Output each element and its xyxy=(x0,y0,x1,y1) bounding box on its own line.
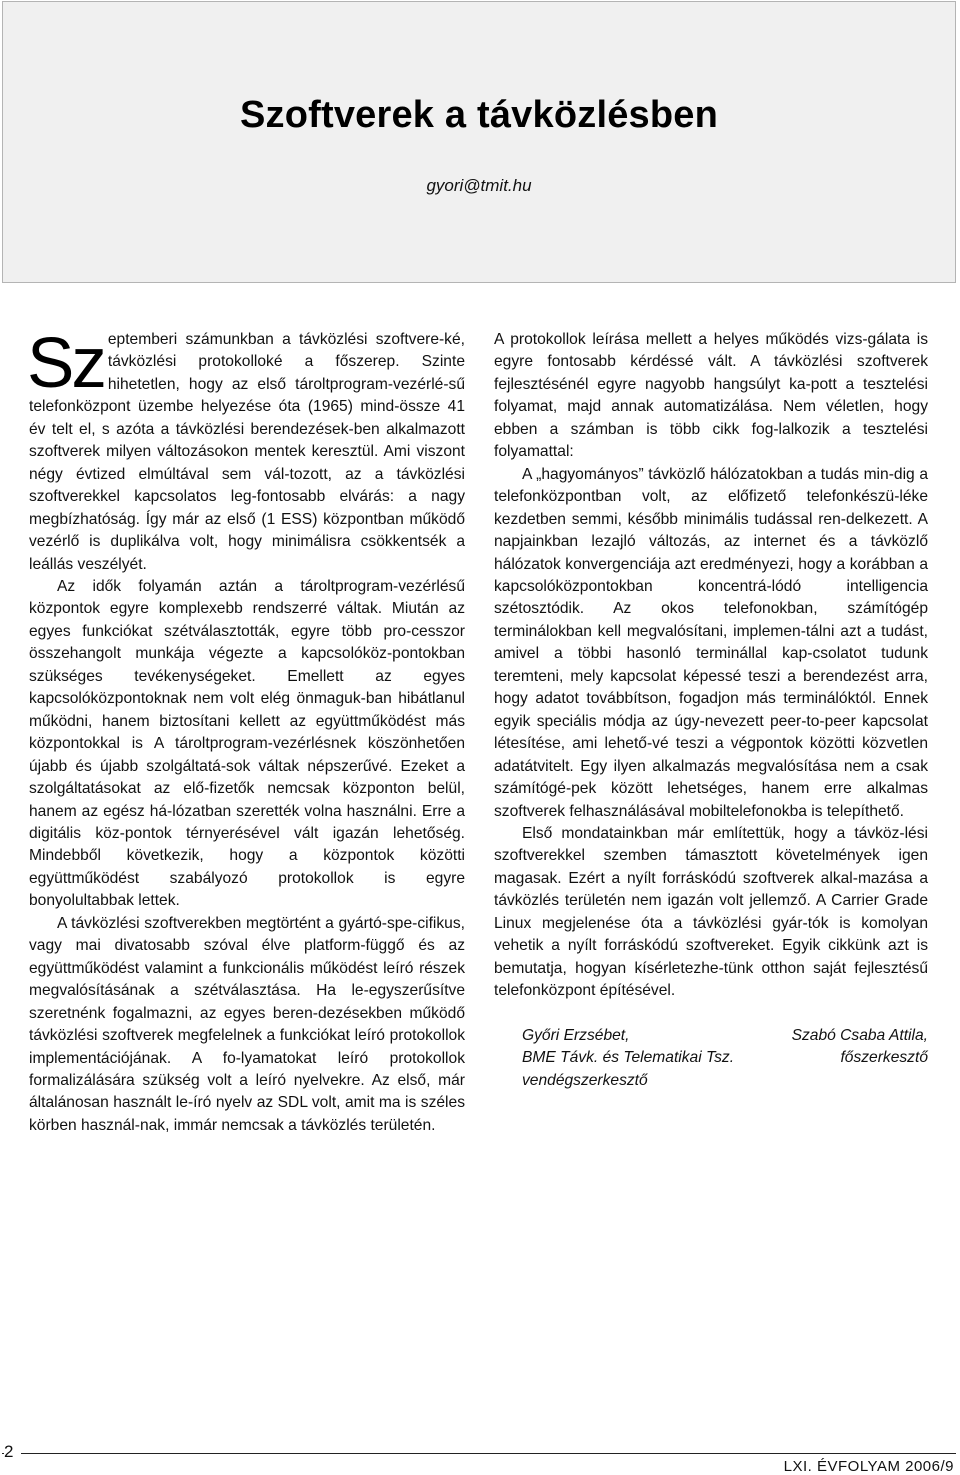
paragraph-1-text: eptemberi számunkban a távközlési szoftvere-ké, távközlési protokolloké a főszerep. Szinte hihetetlen, hogy az első tároltprogram-vezérlé-sű telefonközpont üzembe helyezése óta (1965) mind-össze 41 év telt el, s azóta a távközlési berendezések-ben alkalmazott szoftverek milyen változásokon mentek keresztül. Ami viszont négy évtized elmúltával sem vál-tozott, az a távközlési szoftverekkel kapcsolatos leg-fontosabb elvárás: a nagy megbízhatóság. Így már az első (1 ESS) központban működő vezérlő is duplikálva volt, hogy minimálisra csökkentsék a leállás veszélyét. xyxy=(29,331,465,573)
paragraph-5: A „hagyományos” távközlő hálózatokban a tudás min-dig a telefonközpontban volt, az előfizető telefonkészü-léke kezdetben semmi, később minimális tudással ren-delkezett. A napjainkban lezajló változás, az internet és a távközlő hálózatok konvergenciája azt eredményezi, hogy a korábban a kapcsolóközpontokban koncentrá-lódó intelligencia szétosztódik. Az okos telefonokban, számítógép terminálokban kell megvalósítani, implemen-tálni azt a tudást, amivel a többi hasonló terminállal kap-csolatot tudunk teremteni, mely kapcsolat képessé teszi a berendezést arra, hogy adatot továbbítson, fogadjon más terminálóktól. Ennek egyik speciális módja az úgy-nevezett peer-to-peer kapcsolat létesítése, ami lehető-vé teszi a végpontok közötti közvetlen adatátvitelt. Egy ilyen alkalmazás megvalósítása nem a csak számítógé-pek között lehetséges, hanem erre alkalmas szoftverek felhasználásával mobiltelefonokba is telepíthető. xyxy=(494,465,928,820)
paragraph-2: Az idők folyamán aztán a tároltprogram-vezérlésű központok egyre komplexebb rendszerré váltak. Miután az egyes funkciókat szétválasztották, egyre több pro-cesszor összehangolt munkája végezte a kapcsolóköz-pontokban szükséges tevékenységeket. Emellett az egyes kapcsolóközpontoknak nem volt elég önmaguk-ban hibátlanul működni, hanem biztosítani kellett az együttműködést más központokkal is A tároltprogram-vezérlésnek köszönhetően újabb és újabb szolgáltatá-sok váltak népszerűvé. Ezeket a szolgáltatásokat az elő-fizetők nemcsak központon belül, hanem az egész há-lózatban szerették volna használni. Erre a digitális köz-pontok térnyerésével vált igazán lehetőség. Mindebből következik, hogy a központok közötti együttműködést szabályozó protokollok is egyre bonyolultabbak lettek. xyxy=(29,577,465,910)
signature-block xyxy=(494,1025,928,1092)
header-box xyxy=(2,1,956,283)
paragraph-6: Első mondatainkban már említettük, hogy a távköz-lési szoftverekkel szemben támasztott követelmények igen magasak. Ezért a nyílt forráskódú szoftverek alkal-mazása a távközlés területén nem igazán volt jellemző. A Carrier Grade Linux megjelenése óta a távközlési gyár-tók is komolyan vehetik a nyílt forráskódú szoftvereket. Egyik cikkünk azt is bemutatja, hogyan kísérletezhe-tünk otthon saját fejlesztésű telefonközpont építésével. xyxy=(494,824,928,1000)
signature-affiliation: BME Távk. és Telematikai Tsz. xyxy=(522,1049,735,1067)
signature-role: főszerkesztő xyxy=(840,1049,928,1067)
signature-name: Győri Erzsébet, xyxy=(522,1026,630,1044)
paragraph-3: A távközlési szoftverekben megtörtént a gyártó-spe-cifikus, vagy mai divatosabb szóval élve platform-függő és az együttműködést valamint a funkcionális működést leíró részek megvalósításának a szétválasztása. Ha le-egyszerűsítve szeretnénk fogalmazni, az egyes beren-dezésekben működő távközlési szoftverek megfelelnek a funkciókat leíró protokollok implementációjának. A fo-lyamatokat leíró protokollok formalizálására szükség volt a leíró nyelvekre. Az első, már általánosan használt le-író nyelv az SDL volt, amit ma is széles körben használ-nak, immár nemcsak a távközlés területén. xyxy=(29,914,465,1134)
paragraph-1 xyxy=(27,324,465,576)
footer-rule xyxy=(2,1453,956,1454)
volume-label: LXI. ÉVFOLYAM 2006/9 xyxy=(783,1458,954,1475)
page-number: 2 xyxy=(4,1442,21,1462)
signature-editor-in-chief xyxy=(771,1025,928,1092)
signature-guest-editor xyxy=(494,1025,771,1092)
left-column xyxy=(27,324,465,1137)
drop-cap: Sz xyxy=(27,324,104,403)
signature-name: Szabó Csaba Attila, xyxy=(791,1026,928,1044)
right-column xyxy=(494,329,928,1092)
signature-role: vendégszerkesztő xyxy=(522,1071,648,1089)
paragraph-4: A protokollok leírása mellett a helyes működés vizs-gálata is egyre fontosabb kérdéssé vált. A távközlési szoftverek fejlesztésénél egyre nagyobb hangsúlyt ka-pott a tesztelési folyamat, majd annak automatizálása. Nem véletlen, hogy ebben a számban is több cikk fog-lalkozik a tesztelési folyamattal: xyxy=(494,331,928,461)
author-email: gyori@tmit.hu xyxy=(426,176,532,195)
article-title: Szoftverek a távközlésben xyxy=(239,94,719,136)
